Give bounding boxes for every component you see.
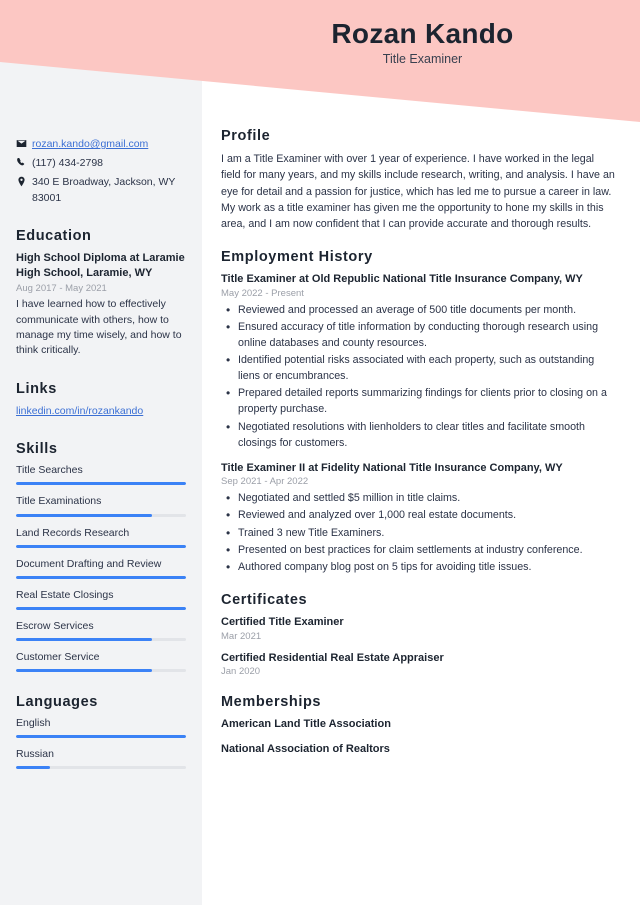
- certificate-date: Jan 2020: [221, 666, 261, 678]
- contact-value: 340 E Broadway, Jackson, WY 83001: [32, 176, 176, 204]
- education-description: I have learned how to effectively communicate with others, how to manage my time wisely, and how to think critically.: [16, 298, 182, 357]
- skill-label: Title Examinations: [16, 495, 102, 508]
- skill-item: [16, 495, 186, 516]
- employment-section: [221, 249, 616, 574]
- skill-bar-fill: [16, 669, 152, 672]
- job-entry: [221, 272, 616, 450]
- skills-section: [16, 441, 186, 672]
- memberships-section: [221, 694, 616, 757]
- language-item: [16, 717, 186, 738]
- skill-item: [16, 527, 186, 548]
- language-bar-track: [16, 766, 186, 769]
- language-label: English: [16, 717, 51, 730]
- skill-label: Title Searches: [16, 464, 83, 477]
- languages-heading: Languages: [16, 694, 98, 711]
- job-bullet: • Ensured accuracy of title information by conducting thorough research using online databases and county resources.: [221, 319, 616, 351]
- job-entry: [221, 461, 616, 575]
- phone-icon: [16, 156, 32, 168]
- skill-bar-track: [16, 576, 186, 579]
- job-bullet-list: [221, 490, 616, 574]
- certificate-entry: [221, 651, 616, 678]
- skill-item: [16, 589, 186, 610]
- job-bullet: • Presented on best practices for claim settlements at industry conference.: [221, 542, 616, 558]
- skill-bar-fill: [16, 576, 186, 579]
- memberships-heading: Memberships: [221, 694, 322, 711]
- contact-value[interactable]: rozan.kando@gmail.com: [32, 138, 149, 150]
- job-date: Sep 2021 - Apr 2022: [221, 476, 309, 488]
- main-content: [202, 0, 640, 905]
- language-label: Russian: [16, 748, 54, 761]
- membership-item: American Land Title Association: [221, 718, 391, 731]
- job-bullet: • Identified potential risks associated with each property, such as outstanding liens or encumbrances.: [221, 352, 616, 384]
- education-date: Aug 2017 - May 2021: [16, 283, 107, 295]
- header-text-block: [0, 0, 640, 90]
- job-bullet-list: [221, 302, 616, 450]
- certificate-title: Certified Residential Real Estate Appraiser: [221, 651, 444, 664]
- job-bullet: • Negotiated and settled $5 million in title claims.: [221, 490, 616, 506]
- education-section: [16, 228, 186, 359]
- links-heading: Links: [16, 380, 57, 397]
- skill-item: [16, 620, 186, 641]
- language-bar-fill: [16, 735, 186, 738]
- employment-heading: Employment History: [221, 249, 373, 266]
- skill-bar-track: [16, 607, 186, 610]
- education-title: High School Diploma at Laramie High School, Laramie, WY: [16, 251, 185, 280]
- membership-item: National Association of Realtors: [221, 743, 390, 756]
- skill-bar-fill: [16, 545, 186, 548]
- language-item: [16, 748, 186, 769]
- skill-bar-track: [16, 669, 186, 672]
- certificates-section: [221, 592, 616, 678]
- job-title: Title Examiner at Old Republic National Title Insurance Company, WY: [221, 273, 583, 286]
- job-bullet: • Reviewed and processed an average of 500 title documents per month.: [221, 302, 616, 318]
- skill-bar-track: [16, 514, 186, 517]
- profile-link[interactable]: linkedin.com/in/rozankando: [16, 404, 144, 417]
- skill-label: Customer Service: [16, 651, 100, 664]
- skill-label: Document Drafting and Review: [16, 557, 162, 570]
- contact-row: [16, 175, 186, 205]
- envelope-icon: [16, 137, 32, 149]
- profile-text: I am a Title Examiner with over 1 year of experience. I have worked in the legal field for many years, and my skills include research, writing, and analysis. I have an eye for detail and a passion for justice, which has led me to pursue a career in law. My work as a title examiner has given me the opportunity to hone my skills in this area, and I am now confident that I can provide accurate and thorough results.: [221, 153, 615, 231]
- sidebar: [0, 0, 202, 905]
- skill-bar-fill: [16, 638, 152, 641]
- education-heading: Education: [16, 227, 92, 244]
- job-bullet: • Reviewed and analyzed over 1,000 real estate documents.: [221, 507, 616, 523]
- location-pin-icon: [16, 175, 32, 187]
- skill-bar-track: [16, 482, 186, 485]
- profile-section: [221, 128, 616, 232]
- certificates-heading: Certificates: [221, 591, 308, 608]
- skill-item: [16, 558, 186, 579]
- certificate-date: Mar 2021: [221, 630, 262, 642]
- contact-value: (117) 434-2798: [32, 157, 104, 170]
- page-title: Rozan Kando: [331, 18, 514, 49]
- contact-row: [16, 156, 186, 171]
- job-bullet: • Negotiated resolutions with lienholders to clear titles and facilitate smooth closings for customers.: [221, 419, 616, 451]
- certificate-title: Certified Title Examiner: [221, 615, 344, 628]
- contact-row[interactable]: [16, 137, 186, 152]
- skill-label: Land Records Research: [16, 526, 130, 539]
- language-bar-track: [16, 735, 186, 738]
- skill-bar-fill: [16, 607, 186, 610]
- skill-bar-track: [16, 545, 186, 548]
- job-bullet: • Authored company blog post on 5 tips for avoiding title issues.: [221, 559, 616, 575]
- skill-bar-fill: [16, 482, 186, 485]
- contact-list: [16, 137, 186, 206]
- skill-label: Real Estate Closings: [16, 588, 114, 601]
- skills-heading: Skills: [16, 441, 58, 458]
- skill-item: [16, 651, 186, 672]
- language-bar-fill: [16, 766, 50, 769]
- skill-bar-track: [16, 638, 186, 641]
- skill-label: Escrow Services: [16, 619, 94, 632]
- skill-bar-fill: [16, 514, 152, 517]
- candidate-job-title: Title Examiner: [382, 52, 463, 67]
- certificate-entry: [221, 615, 616, 642]
- education-entry: [16, 251, 186, 359]
- job-date: May 2022 - Present: [221, 288, 304, 300]
- skill-item: [16, 464, 186, 485]
- languages-section: [16, 694, 186, 769]
- profile-heading: Profile: [221, 128, 271, 144]
- links-section: [16, 381, 186, 420]
- job-bullet: • Prepared detailed reports summarizing findings for clients prior to closing on a property purchase.: [221, 385, 616, 417]
- job-title: Title Examiner II at Fidelity National Title Insurance Company, WY: [221, 461, 563, 474]
- job-bullet: • Trained 3 new Title Examiners.: [221, 525, 616, 541]
